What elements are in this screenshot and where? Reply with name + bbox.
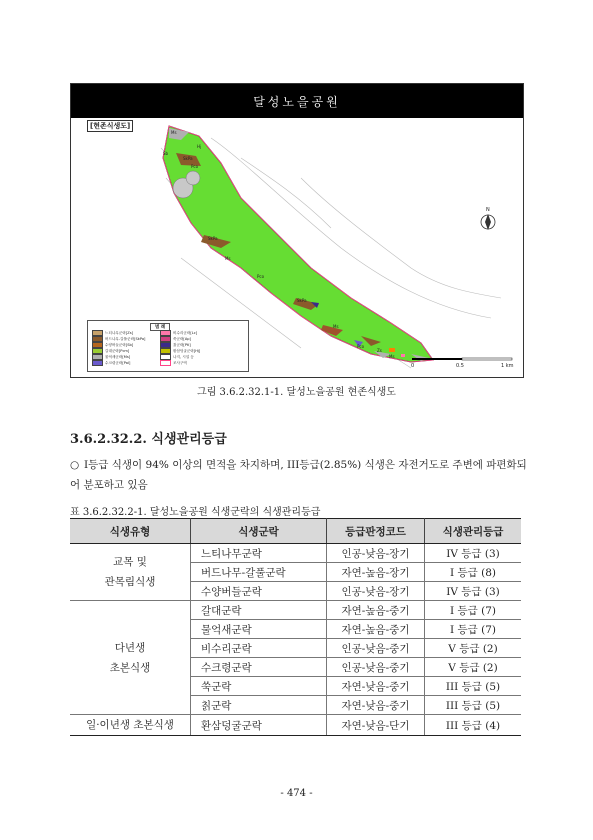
legend-item: 버드나무-갈풀군락[SkPa] (92, 336, 145, 342)
community-cell: 쑥군락 (191, 677, 327, 696)
table-row (70, 544, 521, 563)
map-label: Pco (191, 164, 199, 169)
grade-cell: I 등급 (8) (425, 563, 522, 582)
type-cell: 다년생 초본식생 (70, 601, 191, 715)
community-cell: 버드나무-갈풀군락 (191, 563, 327, 582)
community-cell: 환삼덩굴군락 (191, 715, 327, 736)
map-label: Zs (377, 348, 382, 353)
grade-cell: V 등급 (2) (425, 658, 522, 677)
code-cell: 인공-낮음-장기 (327, 544, 425, 563)
column-header: 식생유형 (70, 519, 191, 544)
vegetation-grade-table (70, 518, 521, 736)
legend-item: 조사구역 (160, 360, 187, 366)
community-cell: 느티나무군락 (191, 544, 327, 563)
type-cell: 교목 및 관목림식생 (70, 544, 191, 601)
table-row (70, 601, 521, 620)
figure-caption: 그림 3.6.2.32.1-1. 달성노을공원 현존식생도 (197, 387, 396, 398)
map-tag: [현존식생도] (87, 120, 133, 132)
column-header: 등급판정코드 (327, 519, 425, 544)
community-cell: 칡군락 (191, 696, 327, 715)
north-arrow-icon (481, 207, 495, 230)
legend-title: 범 례 (150, 323, 170, 331)
map-label: Ms (171, 130, 177, 135)
code-cell: 인공-낮음-중기 (327, 639, 425, 658)
north-label: N (486, 207, 490, 213)
legend-item: 나지, 시설 등 (160, 354, 194, 360)
legend-item: 수크령군락[Pal] (92, 360, 130, 366)
grade-cell: III 등급 (5) (425, 696, 522, 715)
grade-cell: IV 등급 (3) (425, 544, 522, 563)
scale-label: 0 (411, 363, 415, 369)
table-row (70, 715, 521, 736)
table-caption: 표 3.6.2.32.2-1. 달성노을공원 식생군락의 식생관리등급 (70, 507, 321, 518)
legend-item: 수양버들군락[Sb] (92, 342, 133, 348)
map-title: 달성노을공원 (71, 84, 523, 118)
page-number: - 474 - (280, 788, 313, 799)
code-cell: 자연-낮음-중기 (327, 696, 425, 715)
map-scale (411, 357, 515, 369)
bullet-paragraph (70, 455, 530, 495)
type-cell: 일·이년생 초본식생 (70, 715, 191, 736)
grade-cell: III 등급 (5) (425, 677, 522, 696)
grade-cell: V 등급 (2) (425, 639, 522, 658)
community-cell: 비수리군락 (191, 639, 327, 658)
scale-label: 1 km (501, 363, 514, 369)
community-cell: 물억새군락 (191, 620, 327, 639)
map-label: Ms (333, 324, 339, 329)
map-label: SkPa (297, 298, 307, 303)
legend-item: 칡군락[Ptl] (160, 342, 191, 348)
community-cell: 갈대군락 (191, 601, 327, 620)
community-cell: 수양버들군락 (191, 582, 327, 601)
legend-item: 느티나무군락[Zs] (92, 330, 133, 336)
grade-cell: IV 등급 (3) (425, 582, 522, 601)
grade-cell: I 등급 (7) (425, 620, 522, 639)
legend-item: 쑥군락[Ap] (160, 336, 191, 342)
section-title: 3.6.2.32.2. 식생관리등급 (70, 432, 227, 447)
code-cell: 인공-낮음-장기 (327, 582, 425, 601)
legend-item: 환삼덩굴군락[Hj] (160, 348, 200, 354)
vegetation-map (70, 83, 524, 378)
column-header: 식생관리등급 (425, 519, 522, 544)
code-cell: 자연-낮음-중기 (327, 677, 425, 696)
code-cell: 자연-높음-중기 (327, 601, 425, 620)
bullet-mark: ○ (70, 459, 80, 471)
bullet-text: I등급 식생이 94% 이상의 면적을 차지하며, III등급(2.85%) 식생은 자전거도로 주변에 파편화되어 분포하고 있음 (70, 459, 527, 491)
map-label: SkPa (208, 236, 218, 241)
legend-item: 물억새군락[Ms] (92, 354, 130, 360)
code-cell: 자연-낮음-단기 (327, 715, 425, 736)
map-label: Pco (257, 274, 265, 279)
code-cell: 자연-높음-장기 (327, 563, 425, 582)
code-cell: 자연-높음-중기 (327, 620, 425, 639)
column-header: 식생군락 (191, 519, 327, 544)
map-label: SkPa (183, 156, 193, 161)
legend-item: 갈대군락[Pcm] (92, 348, 129, 354)
map-label: Pco (357, 344, 365, 349)
map-label: Ms (389, 354, 395, 359)
map-label: Hj (197, 144, 202, 149)
community-cell: 수크령군락 (191, 658, 327, 677)
map-label: Sb (163, 151, 169, 156)
table-header-row (70, 519, 521, 544)
map-label: Ms (225, 256, 231, 261)
legend-item: 비수리군락[Lc] (160, 330, 197, 336)
map-legend (87, 320, 249, 372)
code-cell: 인공-낮음-중기 (327, 658, 425, 677)
grade-cell: I 등급 (7) (425, 601, 522, 620)
scale-label: 0.5 (456, 363, 464, 369)
grade-cell: III 등급 (4) (425, 715, 522, 736)
